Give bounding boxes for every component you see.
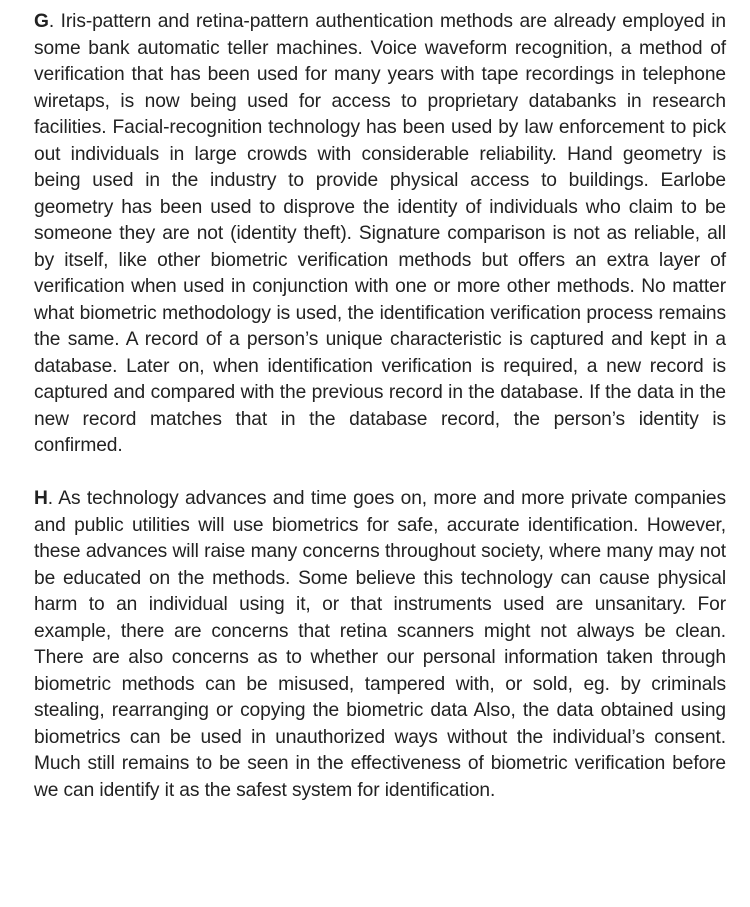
paragraph-text: . As technology advances and time goes on, more and more private companies and public utilities will use biometrics for safe, accurate identification. However, these advances will raise many concerns throughout society, where many may not be educated on the methods. Some believe this technology can cause physical harm to an individual using it, or that instruments used are unsanitary. For example, there are concerns that retina scanners might not always be clean. There are also concerns as to whether our personal information taken through biometric methods can be misused, tampered with, or sold, eg. by criminals stealing, rearranging or copying the biometric data Also, the data obtained using biometrics can be used in unauthorized ways without the individual’s consent. Much still remains to be seen in the effectiveness of biometric verification before we can identify it as the safest system for identification. <box>34 488 726 801</box>
document-page <box>34 9 726 804</box>
paragraph-letter: H <box>34 488 48 509</box>
paragraph-h <box>34 486 726 804</box>
paragraph-g <box>34 9 726 460</box>
paragraph-letter: G <box>34 11 49 32</box>
paragraph-text: . Iris-pattern and retina-pattern authentication methods are already employed in some bank automatic teller machines. Voice waveform recognition, a method of verification that has been used for many years with tape recordings in telephone wiretaps, is now being used for access to proprietary databanks in research facilities. Facial-recognition technology has been used by law enforcement to pick out individuals in large crowds with considerable reliability. Hand geometry is being used in the industry to provide physical access to buildings. Earlobe geometry has been used to disprove the identity of individuals who claim to be someone they are not (identity theft). Signature comparison is not as reliable, all by itself, like other biometric verification methods but offers an extra layer of verification when used in conjunction with one or more other methods. No matter what biometric methodology is used, the identification verification process remains the same. A record of a person’s unique characteristic is captured and kept in a database. Later on, when identification verification is required, a new record is captured and compared with the previous record in the database. If the data in the new record matches that in the database record, the person’s identity is confirmed. <box>34 11 726 456</box>
